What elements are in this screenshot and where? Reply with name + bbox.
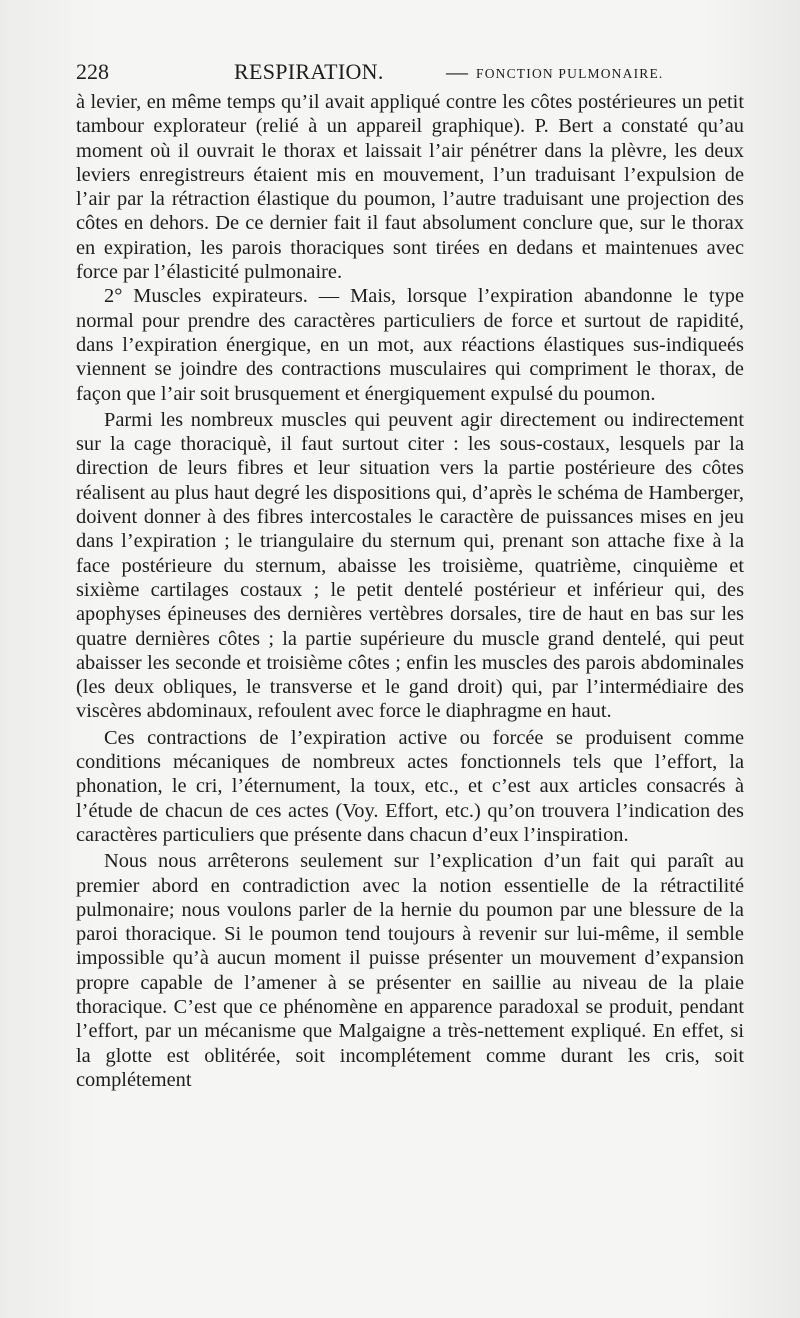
page-number: 228 — [76, 59, 109, 84]
paragraph-4: Ces contractions de l’expiration active ou forcée se produisent comme conditions mécaniques de nombreux actes fonctionnels tels que l’effort, la phonation, le cri, l’éternument, la toux, etc., et c’est aux articles consacrés à l’étude de chacun de ces actes (Voy. Effort, etc.) qu’on trouvera l’indication des caractères particuliers que présente dans chacun d’eux l’inspiration. — [76, 726, 744, 846]
header-dash: — — [446, 59, 468, 84]
paragraph-1: à levier, en même temps qu’il avait appliqué contre les côtes postérieures un petit tambour explorateur (relié à un appareil graphique). P. Bert a constaté qu’au moment où il ouvrait le thorax et laissait l’air pénétrer dans la plèvre, les deux leviers enregistreurs étaient mis en mouvement, l’un traduisant l’expulsion de l’air par la rétraction élastique du poumon, l’autre traduisant une projection des côtes en dehors. De ce dernier fait il faut absolument conclure que, sur le thorax en expiration, les parois thoraciques sont tirées en dedans et maintenues avec force par l’élasticité pulmonaire. — [76, 91, 744, 284]
paragraph-2: 2° Muscles expirateurs. — Mais, lorsque l’expiration abandonne le type normal pour prendre des caractères particuliers de force et surtout de rapidité, dans l’expiration énergique, en un mot, aux réactions élastiques sus-indiqueés viennent se joindre des contractions musculaires qui compriment le thorax, de façon que l’air soit brusquement et énergiquement expulsé du poumon. — [76, 285, 744, 405]
running-header — [76, 58, 744, 86]
running-subtitle: FONCTION PULMONAIRE. — [476, 66, 664, 81]
paragraph-5: Nous nous arrêterons seulement sur l’explication d’un fait qui paraît au premier abord en contradiction avec la notion essentielle de la rétractilité pulmonaire; nous voulons parler de la hernie du poumon par une blessure de la paroi thoracique. Si le poumon tend toujours à revenir sur lui-même, il semble impossible qu’à aucun moment il puisse présenter un mouvement d’expansion propre capable de l’amener à se présenter en saillie au niveau de la plaie thoracique. C’est que ce phénomène en apparence paradoxal se produit, pendant l’effort, par un mécanisme que Malgaigne a très-nettement expliqué. En effet, si la glotte est oblitérée, soit incomplétement comme durant les cris, soit complétement — [76, 850, 744, 1091]
body-text — [76, 90, 744, 1092]
running-title: RESPIRATION. — [234, 59, 384, 84]
paragraph-3: Parmi les nombreux muscles qui peuvent agir directement ou indirectement sur la cage thoraciquè, il faut surtout citer : les sous-costaux, lesquels par la direction de leurs fibres et leur situation vers la partie postérieure des côtes réalisent au plus haut degré les dispositions qui, d’après le schéma de Hamberger, doivent donner à des fibres intercostales le caractère de puissances mises en jeu dans l’expiration ; le triangulaire du sternum qui, prenant son attache fixe à la face postérieure du sternum, abaisse les troisième, quatrième, cinquième et sixième cartilages costaux ; le petit dentelé postérieur et inférieur qui, des apophyses épineuses des dernières vertèbres dorsales, tire de haut en bas sur les quatre dernières côtes ; la partie supérieure du muscle grand dentelé, qui peut abaisser les seconde et troisième côtes ; enfin les muscles des parois abdominales (les deux obliques, le transverse et le gand droit) qui, par l’intermédiaire des viscères abdominaux, refoulent avec force le diaphragme en haut. — [76, 408, 744, 723]
